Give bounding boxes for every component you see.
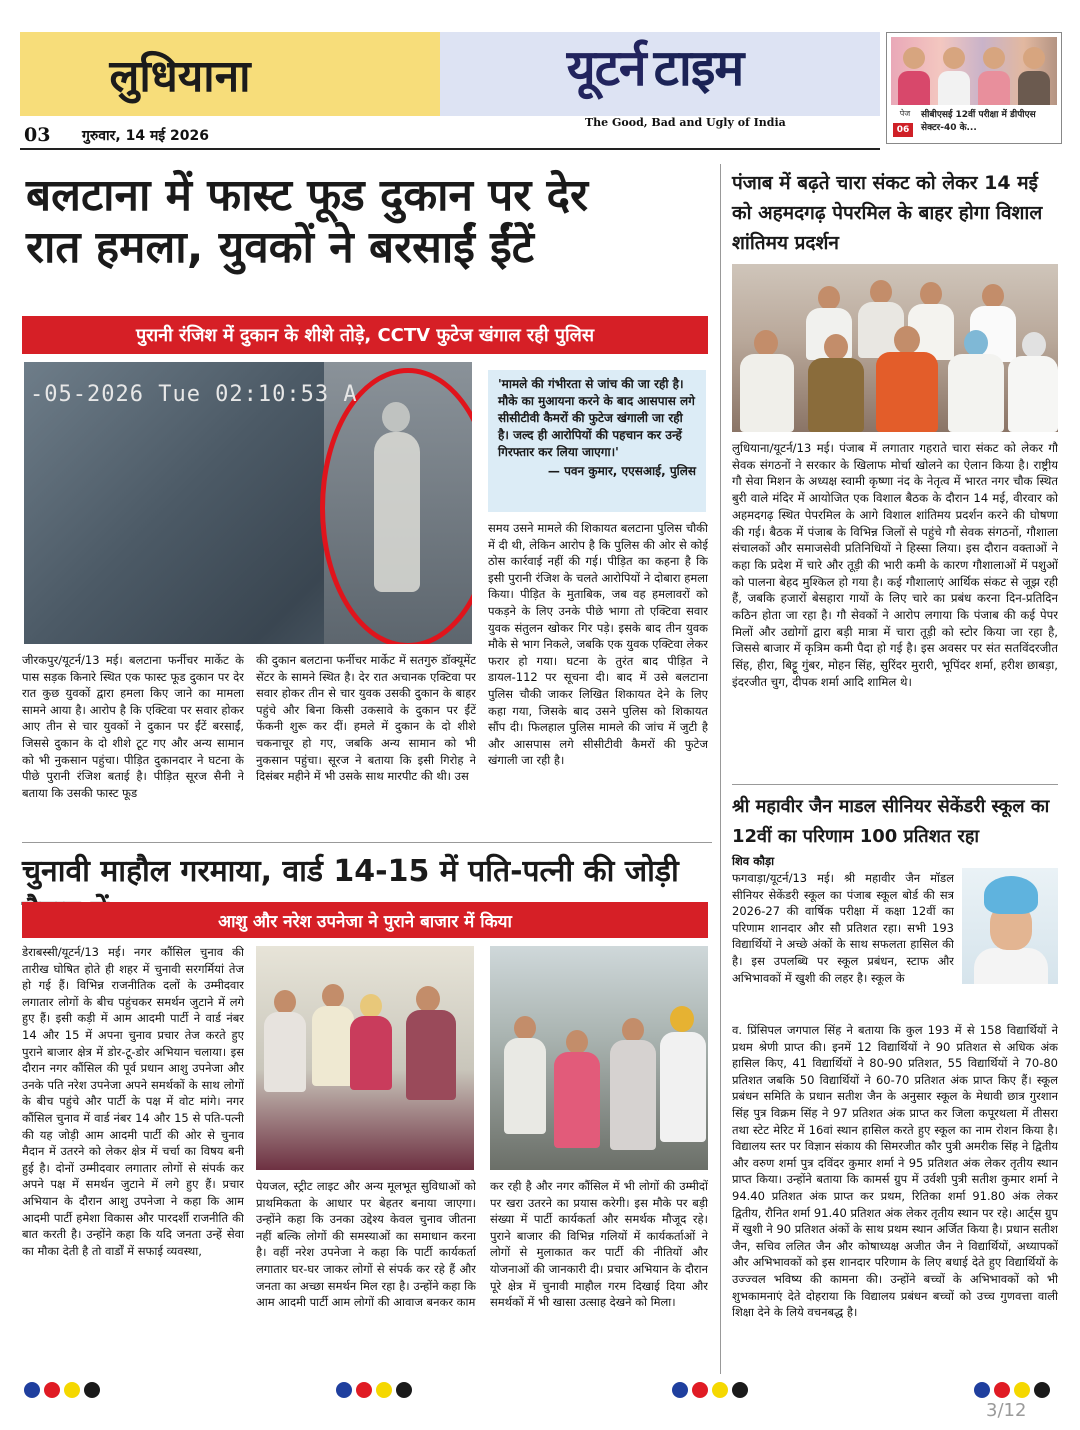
story1-column-1: जीरकपुर/यूटर्न/13 मई। बलटाना फर्नीचर मार्केट के पास सड़क किनारे स्थित एक फास्ट फूड दुकान पर देर रात कुछ युवकों द्वारा हमला किए जाने का मामला सामने आया है। आरोप है कि एक्टिवा पर सवार होकर आए तीन से चार युवकों ने दुकान पर ईंटें बरसाईं, जिससे दुकान के दो शीशे टूट गए और अन्य सामान को भी नुकसान पहुंचा। पीड़ित दुकानदार ने घटना के पीछे पुरानी रंजिश बताई है। पीड़ित सूरज सैनी ने बताया कि उसकी फास्ट फूड [22, 653, 244, 800]
police-quote [488, 370, 706, 512]
footer-dot [974, 1382, 990, 1398]
story3-column-3: कर रही है और नगर कौंसिल में भी लोगों की उम्मीदों पर खरा उतरने का प्रयास करेगी। इस मौके पर बड़ी संख्या में पार्टी कार्यकर्ता और समर्थक मौजूद रहे। पुराने बाजार की विभिन्न गलियों में कार्यकर्ताओं ने लोगों से मुलाकात कर पार्टी की नीतियों और योजनाओं की जानकारी दी। प्रचार अभियान के दौरान पूरे क्षेत्र में चुनावी माहौल गरम दिखाई दिया और समर्थकों में भी खासा उत्साह देखने को मिला। [490, 1179, 708, 1310]
person-icon [754, 330, 778, 356]
person-icon [876, 352, 938, 432]
story3-headline: चुनावी माहौल गरमाया, वार्ड 14-15 में पति-पत्नी की जोड़ी [22, 854, 679, 889]
footer-dot [1034, 1382, 1050, 1398]
person-icon [274, 990, 296, 1014]
person-icon [514, 1016, 536, 1040]
person-icon [416, 986, 440, 1012]
story4-byline: शिव कौड़ा [732, 854, 775, 868]
footer-dot [1014, 1382, 1030, 1398]
person-icon [983, 47, 1005, 69]
person-icon [360, 994, 382, 1018]
footer-dot [24, 1382, 40, 1398]
story4-body-top: फगवाड़ा/यूटर्न/13 मई। श्री महावीर जैन मॉडल सीनियर सेकेंडरी स्कूल का पंजाब स्कूल बोर्ड की सत्र 2026-27 की वार्षिक परीक्षा में कक्षा 12वीं का परिणाम शानदार और सौ प्रतिशत रहा। सभी 193 विद्यार्थियों ने अच्छे अंकों के साथ सफलता हासिल की है। इस उपलब्धि पर स्कूल प्रबंधन, स्टाफ और अभिभावकों में खुशी की लहर है। स्कूल के [732, 871, 954, 985]
cctv-photo [24, 362, 472, 644]
person-icon [264, 1012, 306, 1092]
person-icon [566, 1030, 588, 1054]
footer-dot [672, 1382, 688, 1398]
story4-headline: श्री महावीर जैन माडल सीनियर सेकेंडरी स्कूल का 12वीं का परिणाम 100 प्रतिशत रहा [732, 796, 1050, 847]
footer-dot [84, 1382, 100, 1398]
person-icon [1008, 356, 1058, 432]
column-divider [720, 164, 721, 1374]
person-icon [920, 282, 942, 306]
person-icon [610, 1040, 656, 1150]
quote-attribution: — पवन कुमार, एएसआई, पुलिस [547, 464, 696, 478]
person-icon [670, 1006, 694, 1032]
masthead-rule [20, 148, 880, 150]
person-icon [978, 71, 1010, 105]
masthead-city: लुधियाना [109, 51, 251, 102]
person-icon [660, 1032, 706, 1142]
person-icon [964, 330, 988, 356]
person-icon [622, 1018, 644, 1042]
footer-dot [396, 1382, 412, 1398]
person-icon [740, 354, 794, 432]
person-icon [1022, 332, 1046, 358]
footer-dot [356, 1382, 372, 1398]
story3-column-1: डेराबस्सी/यूटर्न/13 मई। नगर कौंसिल चुनाव की तारीख घोषित होते ही शहर में चुनावी सरगर्मियां तेज हो गई हैं। विभिन्न राजनीतिक दलों के उम्मीदवार लगातार लोगों के बीच पहुंचकर समर्थन जुटाने में लगे हुए हैं। इसी कड़ी में आम आदमी पार्टी ने वार्ड नंबर 14 और 15 में अपना चुनाव प्रचार तेज करते हुए पुराने बाजार क्षेत्र में डोर-टू-डोर अभियान चलाया। इस दौरान नगर कौंसिल की पूर्व प्रधान आशु उपनेजा और उनके पति नरेश उपनेजा अपने समर्थकों के साथ लोगों के बीच पहुंचे और पार्टी के पक्ष में वोट मांगे। नगर कौंसिल चुनाव में वार्ड नंबर 14 और 15 से पति-पत्नी की यह जोड़ी आम आदमी पार्टी की ओर से चुनाव मैदान में उतरने को लेकर क्षेत्र में चर्चा का विषय बनी हुई है। दोनों उम्मीदवार लगातार लोगों से संपर्क कर अपने पक्ष में समर्थन जुटाने में लगे हुए हैं। प्रचार अभियान के दौरान आशु उपनेजा ने कहा कि आम आदमी पार्टी हमेशा विकास और पारदर्शी राजनीति की बात करती है। उन्होंने कहा कि यदि जनता उन्हें सेवा का मौका देती है तो वार्डों में सफाई व्यवस्था, [22, 945, 244, 1258]
person-icon [943, 47, 965, 69]
person-icon [824, 334, 848, 360]
campaign-photo-2 [490, 946, 708, 1170]
person-icon [870, 280, 892, 304]
footer-dot [64, 1382, 80, 1398]
promo-photo [891, 37, 1057, 105]
footer-dot [712, 1382, 728, 1398]
student-turban [984, 876, 1038, 914]
story1-headline [26, 170, 716, 274]
story3-subhead: आशु और नरेश उपनेजा ने पुराने बाजार में किया [22, 902, 708, 938]
page-number: 03 [24, 124, 51, 146]
person-icon [808, 358, 864, 432]
quote-text: 'मामले की गंभीरता से जांच की जा रही है। मौके का मुआयना करने के बाद आसपास लगे सीसीटीवी कैमरों की फुटेज खंगाली जा रही है। जल्द ही आरोपियों की पहचान कर उन्हें गिरफ्तार कर लिया जाएगा।' [498, 377, 695, 459]
person-icon [982, 284, 1004, 308]
person-icon [504, 1038, 546, 1134]
page-date: गुरुवार, 14 मई 2026 [82, 128, 210, 144]
footer-dot [336, 1382, 352, 1398]
person-icon [406, 1010, 456, 1100]
person-icon [322, 984, 344, 1008]
story2-body: लुधियाना/यूटर्न/13 मई। पंजाब में लगातार गहराते चारा संकट को लेकर गौ सेवक संगठनों ने सरकार के खिलाफ मोर्चा खोलने का ऐलान किया है। राष्ट्रीय गौ सेवा मिशन के अध्यक्ष स्वामी कृष्णा नंद के नेतृत्व में भारत नगर चौक स्थित बुरी वाले मंदिर में आयोजित एक विशाल बैठक के दौरान 14 मई, वीरवार को अहमदगढ़ स्थित पेपरमिल के आगे विशाल शांतिमय प्रदर्शन करने की घोषणा की गई। बैठक में पंजाब के विभिन्न जिलों से पहुंचे गौ सेवक संगठनों, गौशाला संचालकों और समाजसेवी प्रतिनिधियों ने हिस्सा लिया। इस दौरान वक्ताओं ने कहा कि प्रदेश में चारे और तूड़ी की भारी कमी के कारण गौशालाओं में पशुओं को पालना बेहद मुश्किल हो गया है। कई गौशालाएं आर्थिक संकट से जूझ रही हैं, जबकि हजारों बेसहारा गायों के लिए चारे का प्रबंध करना दिन-प्रतिदिन कठिन होता जा रहा है। गौ सेवकों ने आरोप लगाया कि पंजाब की कई पेपर मिलों और उद्योगों द्वारा बड़ी मात्रा में चारा तूड़ी को स्टोर किया जा रहा है, जिससे बाजार में कृत्रिम कमी पैदा हो गई है। इस अवसर पर संत सतविंदरजीत सिंह, हीरा, बिट्टू गुंबर, मोहन सिंह, सुरिंदर मुरारी, भूपिंदर शर्मा, हरीश छाबड़ा, इंदरजीत चुग, दीपक शर्मा आदि शामिल थे। [732, 441, 1058, 689]
student-shirt [974, 948, 1048, 984]
person-icon [1023, 47, 1045, 69]
story1-subhead: पुरानी रंजिश में दुकान के शीशे तोड़े, CCTV फुटेज खंगाल रही पुलिस [22, 316, 708, 354]
logo-part-1: यूटर्न [566, 39, 646, 97]
story3-column-2: पेयजल, स्ट्रीट लाइट और अन्य मूलभूत सुविधाओं को प्राथमिकता के आधार पर बेहतर बनाया जाएगा। उन्होंने कहा कि उनका उद्देश्य केवल चुनाव जीतना नहीं बल्कि लोगों की समस्याओं का समाधान करना है। वहीं नरेश उपनेजा ने कहा कि पार्टी कार्यकर्ता लगातार घर-घर जाकर लोगों से संपर्क कर रहे हैं और जनता का अच्छा समर्थन मिल रहा है। उन्होंने कहा कि आम आदमी पार्टी आम लोगों की आवाज बनकर काम [256, 1179, 476, 1310]
person-icon [1018, 71, 1050, 105]
person-icon [894, 326, 920, 354]
story1-headline-line2: रात हमला, युवकों ने बरसाईं ईंटें [26, 221, 534, 273]
footer-dots [672, 1382, 748, 1398]
masthead-tagline: The Good, Bad and Ugly of India [585, 116, 786, 129]
footer-dot [44, 1382, 60, 1398]
person-icon [312, 1006, 354, 1086]
person-icon [903, 47, 925, 69]
story1-column-2: की दुकान बलटाना फर्नीचर मार्केट में सतगुरु डॉक्यूमेंट सेंटर के सामने स्थित है। देर रात अचानक एक्टिवा पर सवार होकर तीन से चार युवक उसकी दुकान के बाहर पहुंचे और बिना किसी उकसावे के दुकान पर ईंटें फेंकनी शुरू कर दीं। हमले में दुकान के दो शीशे चकनाचूर हो गए, जबकि अन्य सामान को भी नुकसान पहुंचा। सूरज ने बताया कि इसी गिरोह ने दिसंबर महीने में भी उसके साथ मारपीट की थी। उस [256, 653, 476, 784]
cctv-timestamp: -05-2026 Tue 02:10:53 A [30, 382, 358, 407]
student-photo [962, 868, 1058, 984]
story-divider [22, 842, 712, 843]
meeting-photo [732, 264, 1058, 432]
promo-text: सीबीएसई 12वीं परीक्षा में डीपीएस सेक्टर-40 के... [921, 110, 1036, 133]
story2-headline: पंजाब में बढ़ते चारा संकट को लेकर 14 मई को अहमदगढ़ पेपरमिल के बाहर होगा विशाल शांतिमय प्रदर्शन [732, 172, 1043, 254]
masthead-logo [455, 28, 855, 104]
story-divider [732, 784, 1058, 785]
footer-dot [376, 1382, 392, 1398]
person-icon [818, 286, 840, 310]
person-icon [948, 354, 1004, 432]
person-icon [898, 71, 930, 105]
campaign-photo-1 [256, 946, 474, 1170]
story1-column-3: समय उसने मामले की शिकायत बलटाना पुलिस चौकी में दी थी, लेकिन आरोप है कि पुलिस की ओर से कोई ठोस कार्रवाई नहीं की गई। पीड़ित का कहना है कि इसी पुरानी रंजिश के चलते आरोपियों ने दोबारा हमला किया। पीड़ित के मुताबिक, जब वह हमलावरों को पकड़ने के लिए उनके पीछे भागा तो एक्टिवा सवार युवक संतुलन खोकर गिर पड़े। इसके बाद तीन युवक मौके से भाग निकले, जबकि एक युवक एक्टिवा लेकर फरार हो गया। घटना के तुरंत बाद पीड़ित ने डायल-112 पर सूचना दी। बाद में उसे बलटाना पुलिस चौकी जाकर लिखित शिकायत देने के लिए कहा गया, जिसके बाद उसने पुलिस को शिकायत सौंप दी। फिलहाल पुलिस मामले की जांच में जुटी है और आसपास लगे सीसीटीवी कैमरों की फुटेज खंगाली जा रही है। [488, 521, 708, 768]
footer-dots [24, 1382, 100, 1398]
person-icon [938, 71, 970, 105]
promo-page-label: पेज [899, 109, 911, 118]
person-icon [554, 1052, 600, 1148]
story1-headline-line1: बलटाना में फास्ट फूड दुकान पर देर [26, 170, 588, 221]
footer-dots [974, 1382, 1050, 1398]
person-icon [350, 1016, 392, 1090]
footer-dots [336, 1382, 412, 1398]
page-counter[interactable]: 3/12 [986, 1400, 1027, 1421]
story4-body-bottom: व. प्रिंसिपल जगपाल सिंह ने बताया कि कुल 193 में से 158 विद्यार्थियों ने प्रथम श्रेणी प्राप्त की। इनमें 12 विद्यार्थियों ने 90 प्रतिशत से अधिक अंक हासिल किए, 41 विद्यार्थियों ने 80-90 प्रतिशत, 55 विद्यार्थियों ने 70-80 प्रतिशत जबकि 50 विद्यार्थियों ने 60-70 प्रतिशत अंक प्राप्त किए हैं। स्कूल प्रबंधन समिति के प्रधान सतीश जैन के अनुसार स्कूल के मेधावी छात्र गुरशान सिंह पुत्र विक्रम सिंह ने 97 प्रतिशत अंक प्राप्त कर जिला कपूरथला में तीसरा तथा स्टेट मेरिट में 16वां स्थान हासिल करते हुए स्कूल का नाम रोशन किया है। विद्यालय स्तर पर विज्ञान संकाय की सिमरजीत कौर पुत्री अमरीक सिंह ने द्वितीय और वरुण शर्मा पुत्र दविंदर कुमार शर्मा ने 95 प्रतिशत अंक लेकर तृतीय स्थान प्राप्त किया। उन्होंने बताया कि कामर्स ग्रुप में उर्वशी पुत्री सतीश कुमार शर्मा ने 94.40 प्रतिशत अंक प्राप्त कर प्रथम, रितिका शर्मा 91.80 अंक लेकर द्वितीय, रौनित शर्मा 91.40 प्रतिशत अंक लेकर तृतीय स्थान पर रहे। आर्ट्स ग्रुप में खुशी ने 90 प्रतिशत अंकों के साथ प्रथम स्थान अर्जित किया है। प्रधान सतीश जैन, सचिव ललित जैन और कोषाध्यक्ष अजीत जैन ने विद्यार्थियों, अध्यापकों और अभिभावकों को इस शानदार परिणाम के लिए बधाई देते हुए विद्यार्थियों के उज्ज्वल भविष्य की कामना की। उन्होंने बच्चों के अभिभावकों को भी शुभकामनाएं देते दोहराया कि विद्यालय प्रबंधन बच्चों को उच्च गुणवत्ता वाली शिक्षा देने के लिये वचनबद्ध है। [732, 1023, 1058, 1320]
footer-dot [732, 1382, 748, 1398]
footer-dot [994, 1382, 1010, 1398]
promo-page-number: 06 [893, 123, 913, 137]
promo-teaser[interactable] [886, 32, 1062, 144]
logo-part-2: टाइम [653, 39, 744, 97]
footer-dot [692, 1382, 708, 1398]
